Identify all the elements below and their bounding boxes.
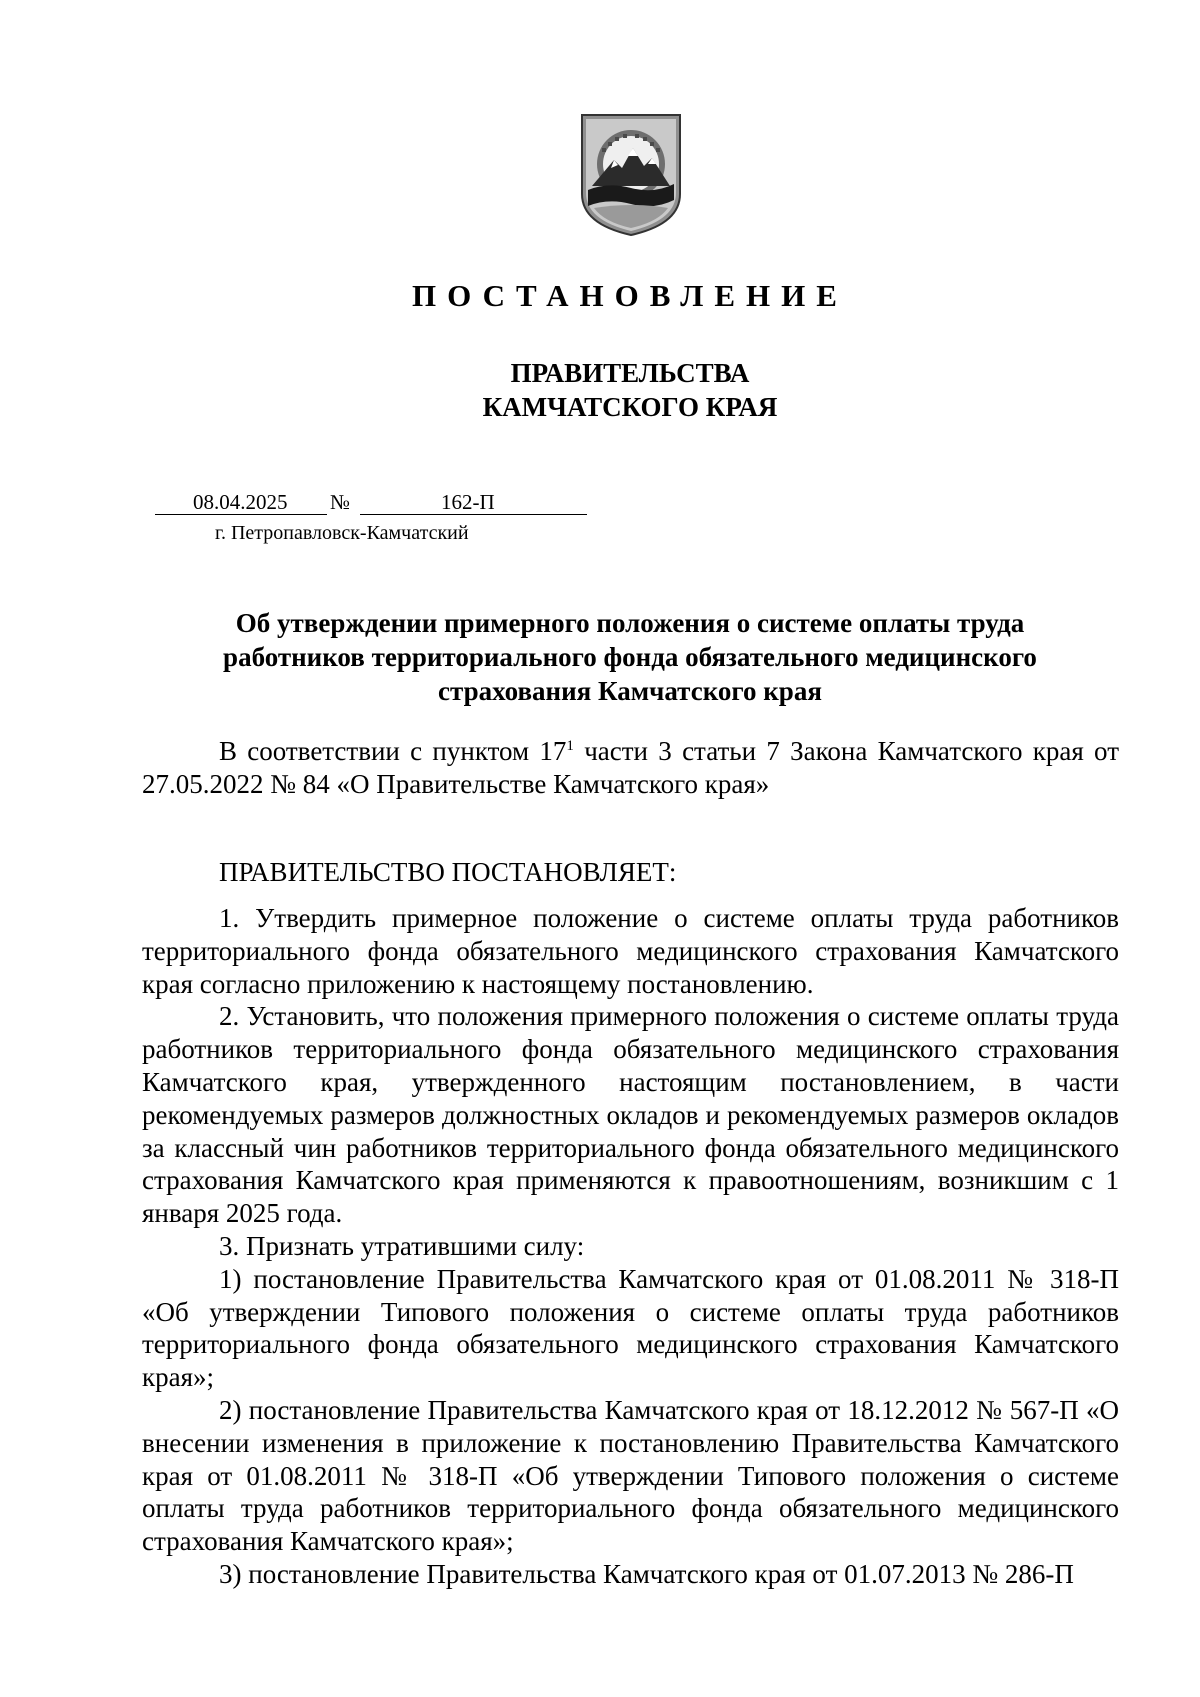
date-underline — [155, 514, 327, 515]
document-number: 162-П — [441, 490, 495, 514]
number-underline — [360, 514, 587, 515]
number-sign: № — [330, 490, 351, 514]
document-city: г. Петропавловск-Камчатский — [215, 522, 469, 544]
kamchatka-coat-of-arms-icon — [578, 112, 684, 238]
intro-text-part1: В соответствии с пунктом 17 — [219, 736, 567, 766]
document-subject — [130, 606, 1130, 708]
issuer-line-2: КАМЧАТСКОГО КРАЯ — [482, 392, 778, 422]
issuer-line-1: ПРАВИТЕЛЬСТВА — [510, 358, 750, 388]
intro-superscript: 1 — [566, 738, 574, 754]
subject-line-1: Об утверждении примерного положения о системе оплаты труда — [235, 608, 1025, 638]
intro-text-part2: части 3 статьи 7 Закона Камчатского края от 27.05.2022 № 84 «О Правительстве Камчатского края» — [142, 736, 1119, 799]
subject-line-3: страхования Камчатского края — [438, 676, 822, 706]
item-3-2: 2) постановление Правительства Камчатского края от 18.12.2012 № 567-П «О внесении изменения в приложение к постановлению Правительства Камчатского края от 01.08.2011 № 318-П «Об утверждении Типового положения о системе оплаты труда работников территориального фонда обязательного медицинского страхования Камчатского края»; — [142, 1394, 1119, 1557]
item-3-1: 1) постановление Правительства Камчатского края от 01.08.2011 № 318-П «Об утверждении Типового положения о системе оплаты труда работников территориального фонда обязательного медицинского страхования Камчатского края»; — [142, 1263, 1119, 1393]
document-date: 08.04.2025 — [193, 490, 288, 514]
item-3-3: 3) постановление Правительства Камчатского края от 01.07.2013 № 286-П — [219, 1558, 1074, 1589]
document-type-title: ПОСТАНОВЛЕНИЕ — [412, 278, 848, 313]
item-3: 3. Признать утратившими силу: — [219, 1230, 585, 1261]
item-2: 2. Установить, что положения примерного положения о системе оплаты труда работников территориального фонда обязательного медицинского страхования Камчатского края, утвержденного настоящим постановлением, в части рекомендуемых размеров должностных окладов и рекомендуемых размеров окладов за классный чин работников территориального фонда обязательного медицинского страхования Камчатского края применяются к правоотношениям, возникшим с 1 января 2025 года. — [142, 1001, 1119, 1229]
subject-line-2: работников территориального фонда обязательного медицинского — [223, 642, 1037, 672]
intro-paragraph — [142, 735, 1119, 801]
decree-items — [142, 902, 1119, 1591]
decree-heading: ПРАВИТЕЛЬСТВО ПОСТАНОВЛЯЕТ: — [219, 857, 677, 887]
item-1: 1. Утвердить примерное положение о системе оплаты труда работников территориального фонда обязательного медицинского страхования Камчатского края согласно приложению к настоящему постановлению. — [142, 903, 1119, 999]
